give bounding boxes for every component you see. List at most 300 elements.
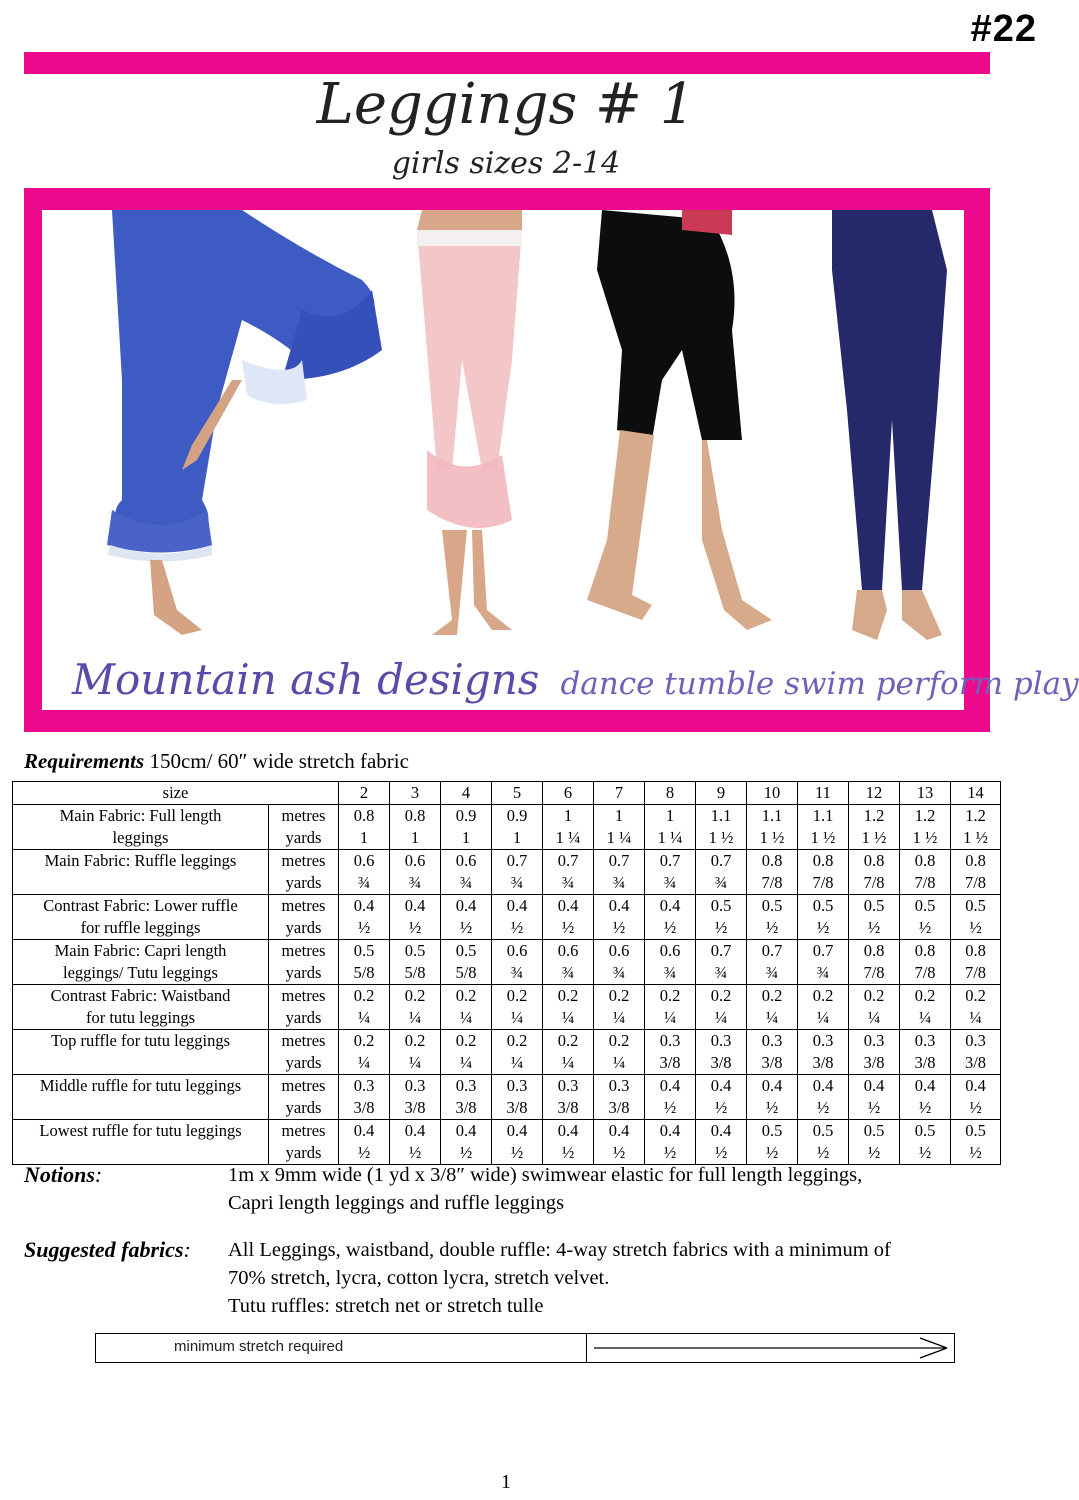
table-cell: 0.8 (900, 850, 951, 873)
table-cell: ½ (441, 917, 492, 940)
pink-ruffle-leggings-figure (417, 210, 522, 635)
table-cell: 1 ¼ (594, 827, 645, 850)
table-cell: ½ (645, 917, 696, 940)
table-cell: 0.4 (645, 1075, 696, 1098)
table-cell: 5/8 (339, 962, 390, 985)
table-cell: ½ (798, 1142, 849, 1165)
table-cell: 1 ¼ (645, 827, 696, 850)
table-cell: 5/8 (441, 962, 492, 985)
table-row (13, 940, 1001, 963)
table-cell: ¼ (798, 1007, 849, 1030)
brand-name: Mountain ash designs (72, 655, 540, 704)
table-cell: 1.2 (951, 805, 1001, 828)
table-cell: ¼ (339, 1007, 390, 1030)
table-cell: 0.8 (339, 805, 390, 828)
table-cell: 0.2 (339, 985, 390, 1008)
table-cell: 5/8 (390, 962, 441, 985)
table-cell: 1.1 (696, 805, 747, 828)
table-cell: 0.5 (900, 895, 951, 918)
table-cell: 1.2 (849, 805, 900, 828)
table-cell: ¼ (951, 1007, 1001, 1030)
black-capri-leggings-figure (587, 210, 772, 630)
table-cell: ¼ (900, 1007, 951, 1030)
table-cell: 0.6 (645, 940, 696, 963)
table-cell: 0.5 (951, 1120, 1001, 1143)
table-cell: 0.2 (492, 1030, 543, 1053)
table-cell: 0.4 (645, 895, 696, 918)
table-cell: ½ (900, 1097, 951, 1120)
top-accent-bar (24, 52, 990, 74)
table-cell: 7/8 (849, 962, 900, 985)
row-label: Main Fabric: Ruffle leggings (13, 850, 269, 873)
table-cell: 0.4 (594, 1120, 645, 1143)
table-cell: 0.5 (441, 940, 492, 963)
table-header-row (13, 782, 1001, 805)
table-cell: 0.5 (696, 895, 747, 918)
table-cell: ¾ (543, 962, 594, 985)
unit-label: metres (269, 985, 339, 1008)
table-cell: 0.3 (492, 1075, 543, 1098)
size-column-header: 14 (951, 782, 1001, 805)
table-cell: 0.5 (390, 940, 441, 963)
fabrics-line: 70% stretch, lycra, cotton lycra, stretch velvet. (228, 1267, 610, 1289)
table-cell: ¼ (339, 1052, 390, 1075)
size-column-header: 10 (747, 782, 798, 805)
table-cell: 0.5 (339, 940, 390, 963)
table-row (13, 1052, 1001, 1075)
table-cell: 0.8 (747, 850, 798, 873)
table-cell: ¾ (645, 872, 696, 895)
table-cell: 0.2 (951, 985, 1001, 1008)
table-cell: ¾ (594, 872, 645, 895)
table-cell: 0.4 (441, 895, 492, 918)
stretch-arrow-icon (590, 1334, 952, 1362)
table-cell: 0.2 (696, 985, 747, 1008)
table-cell: 0.8 (849, 850, 900, 873)
table-cell: 0.7 (543, 850, 594, 873)
table-cell: 0.5 (849, 1120, 900, 1143)
table-cell: 0.4 (900, 1075, 951, 1098)
table-cell: ½ (543, 1142, 594, 1165)
table-cell: 0.5 (900, 1120, 951, 1143)
table-cell: ½ (951, 917, 1001, 940)
table-cell: ½ (798, 917, 849, 940)
notions-text (228, 1161, 988, 1217)
table-cell: ½ (747, 917, 798, 940)
table-cell: ¾ (798, 962, 849, 985)
requirements-label: Requirements (24, 749, 145, 773)
table-cell: 0.6 (390, 850, 441, 873)
table-cell: 1 ½ (747, 827, 798, 850)
table-cell: ¾ (492, 872, 543, 895)
table-cell: 0.3 (441, 1075, 492, 1098)
size-column-header: 7 (594, 782, 645, 805)
table-cell: ½ (798, 1097, 849, 1120)
table-cell: 1 ½ (849, 827, 900, 850)
table-cell: 1 (594, 805, 645, 828)
table-cell: ¼ (390, 1052, 441, 1075)
table-cell: 7/8 (798, 872, 849, 895)
table-cell: 3/8 (645, 1052, 696, 1075)
unit-label: yards (269, 872, 339, 895)
table-cell: 0.8 (900, 940, 951, 963)
table-row (13, 985, 1001, 1008)
table-cell: 1 (390, 827, 441, 850)
table-cell: 0.2 (390, 985, 441, 1008)
table-cell: ½ (594, 917, 645, 940)
table-cell: 0.5 (747, 1120, 798, 1143)
table-cell: 0.2 (798, 985, 849, 1008)
table-cell: ¼ (543, 1052, 594, 1075)
table-cell: ¼ (747, 1007, 798, 1030)
table-cell: ¾ (339, 872, 390, 895)
table-cell: 0.9 (441, 805, 492, 828)
row-label: leggings (13, 827, 269, 850)
table-cell: ¼ (594, 1007, 645, 1030)
table-cell: ¼ (441, 1052, 492, 1075)
requirements-text: 150cm/ 60″ wide stretch fabric (144, 749, 409, 773)
table-cell: 0.3 (951, 1030, 1001, 1053)
table-cell: ¼ (543, 1007, 594, 1030)
table-cell: ½ (645, 1097, 696, 1120)
table-cell: 0.3 (849, 1030, 900, 1053)
table-cell: 0.2 (390, 1030, 441, 1053)
table-cell: ¼ (594, 1052, 645, 1075)
unit-label: yards (269, 1097, 339, 1120)
fabrics-line: All Leggings, waistband, double ruffle: 4-way stretch fabrics with a minimum of (228, 1239, 891, 1261)
table-cell: ½ (339, 917, 390, 940)
row-label: Main Fabric: Capri length (13, 940, 269, 963)
table-row (13, 850, 1001, 873)
table-cell: 7/8 (900, 872, 951, 895)
table-cell: ½ (849, 1142, 900, 1165)
table-cell: 3/8 (849, 1052, 900, 1075)
fabrics-text (228, 1236, 988, 1320)
unit-label: metres (269, 1030, 339, 1053)
table-cell: ¾ (492, 962, 543, 985)
unit-label: metres (269, 1075, 339, 1098)
unit-label: yards (269, 917, 339, 940)
table-cell: 0.2 (900, 985, 951, 1008)
table-cell: 3/8 (390, 1097, 441, 1120)
row-label (13, 1097, 269, 1120)
table-cell: ¼ (849, 1007, 900, 1030)
table-cell: ½ (900, 917, 951, 940)
table-cell: 0.3 (339, 1075, 390, 1098)
table-cell: ½ (339, 1142, 390, 1165)
table-cell: 0.3 (390, 1075, 441, 1098)
size-column-header: 12 (849, 782, 900, 805)
table-cell: 3/8 (492, 1097, 543, 1120)
table-cell: 1 (543, 805, 594, 828)
table-cell: 0.2 (645, 985, 696, 1008)
table-cell: ¼ (390, 1007, 441, 1030)
blue-ruffle-leggings-figure (107, 210, 382, 635)
table-cell: ½ (849, 1097, 900, 1120)
table-cell: 3/8 (798, 1052, 849, 1075)
table-row (13, 895, 1001, 918)
table-cell: 0.4 (441, 1120, 492, 1143)
table-cell: 0.8 (798, 850, 849, 873)
size-column-header: 2 (339, 782, 390, 805)
page-title: Leggings # 1 (316, 72, 696, 137)
table-cell: 0.2 (492, 985, 543, 1008)
size-column-header: 13 (900, 782, 951, 805)
table-cell: 0.2 (441, 985, 492, 1008)
table-cell: ¾ (645, 962, 696, 985)
row-label: Top ruffle for tutu leggings (13, 1030, 269, 1053)
table-cell: ½ (696, 917, 747, 940)
brand-watermark (72, 655, 1079, 704)
table-cell: ¾ (390, 872, 441, 895)
pattern-number: #22 (970, 8, 1037, 50)
table-cell: 0.7 (696, 940, 747, 963)
table-cell: 0.4 (543, 895, 594, 918)
page-subtitle: girls sizes 2-14 (391, 146, 621, 181)
table-cell: 0.8 (951, 940, 1001, 963)
size-column-header: 4 (441, 782, 492, 805)
table-cell: 1 ½ (696, 827, 747, 850)
notions-line: 1m x 9mm wide (1 yd x 3/8″ wide) swimwear elastic for full length leggings, (228, 1164, 863, 1186)
unit-label: metres (269, 850, 339, 873)
table-cell: 1.1 (747, 805, 798, 828)
row-label: Middle ruffle for tutu leggings (13, 1075, 269, 1098)
table-row (13, 1007, 1001, 1030)
table-cell: 0.4 (543, 1120, 594, 1143)
table-cell: 3/8 (951, 1052, 1001, 1075)
row-label: Contrast Fabric: Waistband (13, 985, 269, 1008)
table-cell: 0.4 (339, 1120, 390, 1143)
table-row (13, 917, 1001, 940)
table-cell: 3/8 (339, 1097, 390, 1120)
table-cell: 0.6 (339, 850, 390, 873)
table-cell: ¾ (441, 872, 492, 895)
table-cell: 0.2 (441, 1030, 492, 1053)
table-cell: ½ (492, 1142, 543, 1165)
navy-full-leggings-figure (832, 210, 947, 640)
table-cell: 0.7 (492, 850, 543, 873)
table-row (13, 805, 1001, 828)
stretch-guide-label: minimum stretch required (174, 1338, 344, 1355)
table-cell: 0.4 (849, 1075, 900, 1098)
table-cell: 0.4 (696, 1120, 747, 1143)
table-cell: ¼ (492, 1052, 543, 1075)
table-cell: 0.2 (339, 1030, 390, 1053)
table-cell: 0.2 (594, 985, 645, 1008)
table-cell: ½ (543, 917, 594, 940)
fabrics-line: Tutu ruffles: stretch net or stretch tulle (228, 1295, 544, 1317)
table-cell: 0.3 (594, 1075, 645, 1098)
table-cell: ½ (951, 1142, 1001, 1165)
row-label (13, 872, 269, 895)
table-cell: 7/8 (951, 872, 1001, 895)
unit-label: metres (269, 805, 339, 828)
table-cell: 0.2 (543, 985, 594, 1008)
table-cell: 0.7 (696, 850, 747, 873)
table-cell: 0.4 (645, 1120, 696, 1143)
table-row (13, 1030, 1001, 1053)
table-cell: 0.7 (798, 940, 849, 963)
size-column-header: 11 (798, 782, 849, 805)
table-cell: 0.8 (390, 805, 441, 828)
table-cell: 7/8 (849, 872, 900, 895)
size-column-header: 6 (543, 782, 594, 805)
table-cell: ¾ (747, 962, 798, 985)
table-cell: 0.3 (645, 1030, 696, 1053)
brand-tagline: dance tumble swim perform play (560, 666, 1079, 702)
table-cell: ¾ (696, 872, 747, 895)
row-label: Lowest ruffle for tutu leggings (13, 1120, 269, 1143)
size-column-header: 8 (645, 782, 696, 805)
leggings-photo-illustration (42, 210, 964, 710)
row-label: for ruffle leggings (13, 917, 269, 940)
table-cell: 1.1 (798, 805, 849, 828)
table-cell: 0.2 (594, 1030, 645, 1053)
size-column-header: 5 (492, 782, 543, 805)
unit-label: metres (269, 895, 339, 918)
table-cell: ½ (951, 1097, 1001, 1120)
table-row (13, 962, 1001, 985)
row-label: leggings/ Tutu leggings (13, 962, 269, 985)
table-cell: ¼ (492, 1007, 543, 1030)
table-cell: 1 (492, 827, 543, 850)
table-row (13, 1075, 1001, 1098)
table-cell: 3/8 (594, 1097, 645, 1120)
table-cell: 0.6 (492, 940, 543, 963)
unit-label: metres (269, 940, 339, 963)
table-cell: 0.5 (951, 895, 1001, 918)
unit-label: metres (269, 1120, 339, 1143)
stretch-guide (95, 1333, 955, 1363)
size-column-header: 3 (390, 782, 441, 805)
table-cell: 0.3 (798, 1030, 849, 1053)
table-cell: 0.4 (594, 895, 645, 918)
notions-line: Capri length leggings and ruffle leggings (228, 1192, 565, 1214)
table-cell: 0.4 (339, 895, 390, 918)
table-cell: 0.8 (951, 850, 1001, 873)
table-cell: 7/8 (747, 872, 798, 895)
table-cell: 0.5 (798, 895, 849, 918)
table-cell: 0.9 (492, 805, 543, 828)
table-cell: ½ (849, 917, 900, 940)
row-label: Contrast Fabric: Lower ruffle (13, 895, 269, 918)
table-cell: ½ (747, 1142, 798, 1165)
table-cell: 0.6 (543, 940, 594, 963)
table-cell: 1 ½ (951, 827, 1001, 850)
table-cell: 0.2 (849, 985, 900, 1008)
table-row (13, 872, 1001, 895)
table-cell: 0.4 (951, 1075, 1001, 1098)
table-cell: 0.6 (594, 940, 645, 963)
fabric-requirements-table (12, 781, 1001, 1165)
table-cell: ¾ (696, 962, 747, 985)
table-cell: 0.5 (798, 1120, 849, 1143)
requirements-heading (24, 749, 409, 774)
table-cell: 0.7 (645, 850, 696, 873)
unit-label: yards (269, 1142, 339, 1165)
table-row (13, 1120, 1001, 1143)
table-cell: 0.2 (543, 1030, 594, 1053)
table-cell: ¾ (543, 872, 594, 895)
table-cell: ½ (441, 1142, 492, 1165)
table-cell: ¼ (441, 1007, 492, 1030)
table-cell: ¾ (594, 962, 645, 985)
photo-area (42, 210, 1079, 710)
table-cell: ½ (645, 1142, 696, 1165)
table-cell: 3/8 (441, 1097, 492, 1120)
table-cell: 0.6 (441, 850, 492, 873)
table-cell: 0.3 (747, 1030, 798, 1053)
table-cell: 3/8 (747, 1052, 798, 1075)
table-cell: 1 (645, 805, 696, 828)
table-cell: 0.5 (849, 895, 900, 918)
table-cell: ½ (696, 1142, 747, 1165)
table-cell: 7/8 (900, 962, 951, 985)
table-cell: 0.4 (798, 1075, 849, 1098)
notions-label: Notions: (24, 1162, 103, 1187)
table-cell: 0.3 (696, 1030, 747, 1053)
table-cell: ½ (492, 917, 543, 940)
table-cell: 0.4 (390, 895, 441, 918)
fabrics-label: Suggested fabrics: (24, 1237, 191, 1262)
row-label: for tutu leggings (13, 1007, 269, 1030)
row-label (13, 1052, 269, 1075)
table-cell: ½ (390, 917, 441, 940)
size-column-header: 9 (696, 782, 747, 805)
table-cell: 0.4 (492, 895, 543, 918)
table-cell: 1 (339, 827, 390, 850)
table-cell: 0.2 (747, 985, 798, 1008)
table-cell: 1.2 (900, 805, 951, 828)
table-cell: 0.4 (390, 1120, 441, 1143)
unit-label: yards (269, 1007, 339, 1030)
table-cell: ½ (696, 1097, 747, 1120)
table-cell: 3/8 (543, 1097, 594, 1120)
size-header: size (13, 782, 339, 805)
table-cell: 1 (441, 827, 492, 850)
table-cell: 1 ½ (900, 827, 951, 850)
table-row (13, 827, 1001, 850)
unit-label: yards (269, 827, 339, 850)
table-cell: 3/8 (696, 1052, 747, 1075)
table-cell: ½ (900, 1142, 951, 1165)
table-cell: 7/8 (951, 962, 1001, 985)
table-cell: 0.7 (594, 850, 645, 873)
table-cell: 0.8 (849, 940, 900, 963)
table-cell: 3/8 (900, 1052, 951, 1075)
unit-label: yards (269, 1052, 339, 1075)
table-cell: ¼ (645, 1007, 696, 1030)
table-cell: ½ (390, 1142, 441, 1165)
table-cell: 1 ½ (798, 827, 849, 850)
table-cell: 0.4 (492, 1120, 543, 1143)
table-cell: 0.7 (747, 940, 798, 963)
unit-label: yards (269, 962, 339, 985)
table-cell: 1 ¼ (543, 827, 594, 850)
row-label: Main Fabric: Full length (13, 805, 269, 828)
table-cell: ½ (747, 1097, 798, 1120)
table-cell: ½ (594, 1142, 645, 1165)
table-cell: 0.4 (747, 1075, 798, 1098)
photo-banner (24, 188, 1079, 732)
table-cell: 0.3 (900, 1030, 951, 1053)
table-cell: ¼ (696, 1007, 747, 1030)
table-cell: 0.3 (543, 1075, 594, 1098)
stretch-guide-divider (586, 1334, 587, 1362)
table-row (13, 1097, 1001, 1120)
table-cell: 0.4 (696, 1075, 747, 1098)
page-number: 1 (501, 1471, 511, 1493)
